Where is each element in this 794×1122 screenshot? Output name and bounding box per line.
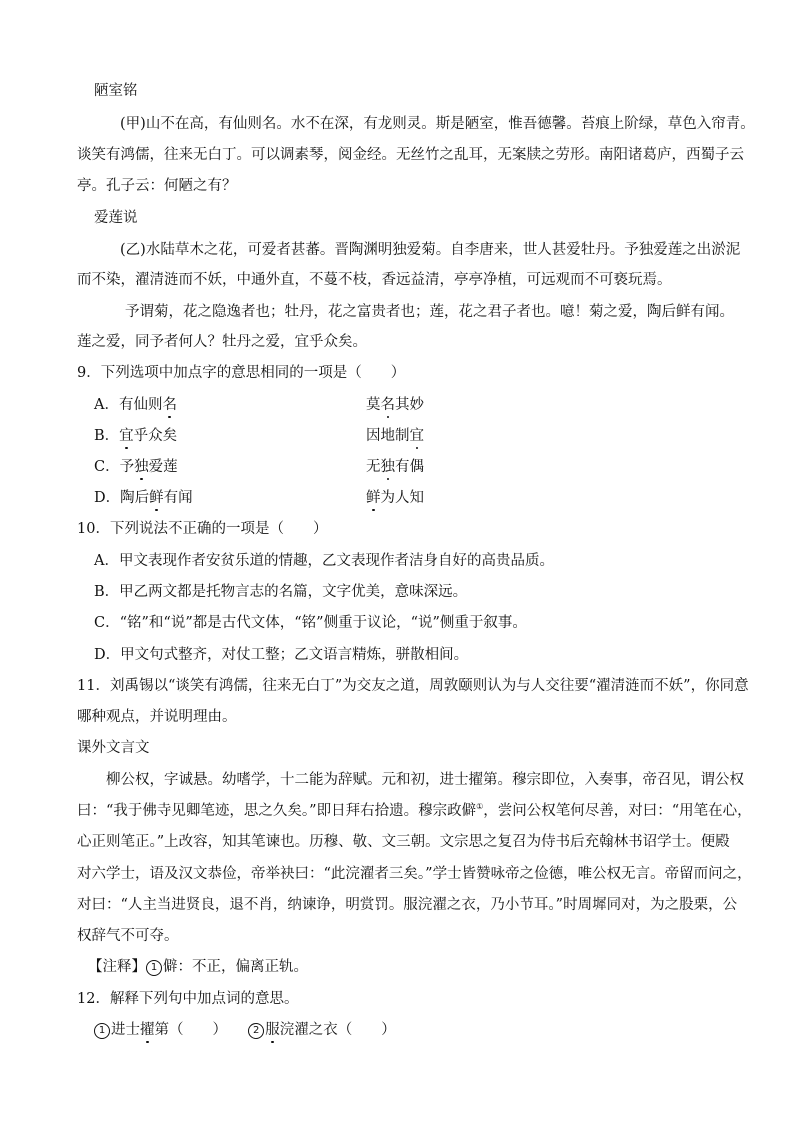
dotted-char: 独	[134, 459, 149, 475]
q9-option-b[interactable]: B．宜乎众矣 因地制宜	[94, 428, 424, 444]
q12-item-1[interactable]: 1 进士擢第（ ）	[94, 1022, 227, 1038]
circled-number: 1	[94, 1023, 110, 1039]
q9-stem: 9．下列选项中加点字的意思相同的一项是（ ）	[77, 365, 406, 381]
dotted-char: 名	[380, 397, 395, 413]
dotted-char: 服	[265, 1022, 280, 1038]
q9-option-compare: 因地制宜	[366, 428, 424, 444]
passage-b-line-3: 予谓菊，花之隐逸者也；牡丹，花之富贵者也；莲，花之君子者也。噫！菊之爱，陶后鲜有闻。	[125, 304, 734, 320]
passage-c-title: 课外文言文	[77, 740, 150, 756]
passage-a-title: 陋室铭	[94, 83, 138, 99]
q10-option-b[interactable]: B．甲乙两文都是托物言志的名篇，文字优美，意味深远。	[94, 584, 468, 600]
passage-b-line-1: (乙)水陆草木之花，可爱者甚蕃。晋陶渊明独爱菊。自李唐来，世人甚爱牡丹。予独爱莲之出淤泥	[120, 242, 741, 258]
q11-stem-line-2: 哪种观点，并说明理由。	[77, 709, 237, 725]
passage-b-line-2: 而不染，濯清涟而不妖，中通外直，不蔓不枝，香远益清，亭亭净植，可远观而不可亵玩焉。	[77, 272, 672, 288]
footnote-marker: ①	[476, 802, 484, 812]
circled-number: 2	[248, 1023, 264, 1039]
q9-option-label: B．	[94, 428, 120, 444]
passage-c-line-5: 对曰：“人主当进贤良，退不肖，纳谏诤，明赏罚。服浣濯之衣，乃小节耳。”时周墀同对，为之股栗，公	[77, 897, 738, 913]
q10-option-a[interactable]: A．甲文表现作者安贫乐道的情趣，乙文表现作者洁身自好的高贵品质。	[94, 553, 554, 569]
q9-option-a[interactable]: A．有仙则名 莫名其妙	[94, 397, 424, 413]
passage-b-title: 爱莲说	[94, 210, 138, 226]
q12-item-2[interactable]: 2 服浣濯之衣（ ）	[248, 1022, 396, 1038]
dotted-char: 鲜	[366, 490, 381, 506]
q9-option-c[interactable]: C．予独爱莲 无独有偶	[94, 459, 424, 475]
passage-c-line-3: 心正则笔正。”上改容，知其笔谏也。历穆、敬、文三朝。文宗思之复召为侍书后充翰林书诏学士。便殿	[77, 834, 730, 850]
q9-option-label: C．	[94, 459, 120, 475]
q9-option-label: A．	[94, 397, 119, 413]
q9-option-d[interactable]: D．陶后鲜有闻 鲜为人知	[94, 490, 424, 506]
note-label: 【注释】	[88, 959, 146, 975]
q9-option-compare: 鲜为人知	[366, 490, 424, 506]
passage-b-line-4: 莲之爱，同予者何人？牡丹之爱，宜乎众矣。	[77, 334, 367, 350]
note-text: 僻：不正，偏离正轨。	[163, 959, 308, 975]
q10-option-d[interactable]: D．甲文句式整齐，对仗工整；乙文语言精炼，骈散相间。	[94, 647, 469, 663]
passage-a-line-1: (甲)山不在高，有仙则名。水不在深，有龙则灵。斯是陋室，惟吾德馨。苔痕上阶绿，草色入帘青。	[120, 116, 755, 132]
q10-stem: 10．下列说法不正确的一项是（ ）	[77, 521, 328, 537]
dotted-char: 擢	[140, 1022, 155, 1038]
dotted-char: 独	[380, 459, 395, 475]
circled-number: 1	[146, 960, 162, 976]
dotted-char: 宜	[409, 428, 424, 444]
passage-a-line-2: 谈笑有鸿儒，往来无白丁。可以调素琴，阅金经。无丝竹之乱耳，无案牍之劳形。南阳诸葛庐，西蜀子云	[77, 147, 744, 163]
q9-option-label: D．	[94, 490, 121, 506]
q9-option-compare: 无独有偶	[366, 459, 424, 475]
q12-stem: 12．解释下列句中加点词的意思。	[77, 991, 299, 1007]
passage-a-line-3: 亭。孔子云：何陋之有？	[77, 178, 237, 194]
passage-c-line-2: 曰：“我于佛寺见卿笔迹，思之久矣。”即日拜右拾遗。穆宗政僻①，尝问公权笔何尽善，对曰：“用笔在心，	[77, 802, 752, 819]
annotation-note	[88, 958, 308, 976]
q12-items	[94, 1021, 396, 1039]
q11-stem-line-1: 11．刘禹锡以“谈笑有鸿儒，往来无白丁”为交友之道，周敦颐则认为与人交往要“濯清涟而不妖”，你同意	[77, 678, 749, 694]
q9-option-compare: 莫名其妙	[366, 397, 424, 413]
passage-c-line-4: 对六学士，语及汉文恭俭，帝举袂曰：“此浣濯者三矣。”学士皆赞咏帝之俭德，唯公权无言。帝留而问之，	[77, 866, 752, 882]
dotted-char: 宜	[119, 428, 134, 444]
passage-c-line-6: 权辞气不可夺。	[77, 928, 179, 944]
dotted-char: 鲜	[149, 490, 164, 506]
passage-c-line-1: 柳公权，字诚悬。幼嗜学，十二能为辞赋。元和初，进士擢第。穆宗即位，入奏事，帝召见，谓公权	[106, 772, 744, 788]
dotted-char: 名	[162, 397, 177, 413]
q10-option-c[interactable]: C．“铭”和“说”都是古代文体，“铭”侧重于议论，“说”侧重于叙事。	[94, 615, 527, 631]
